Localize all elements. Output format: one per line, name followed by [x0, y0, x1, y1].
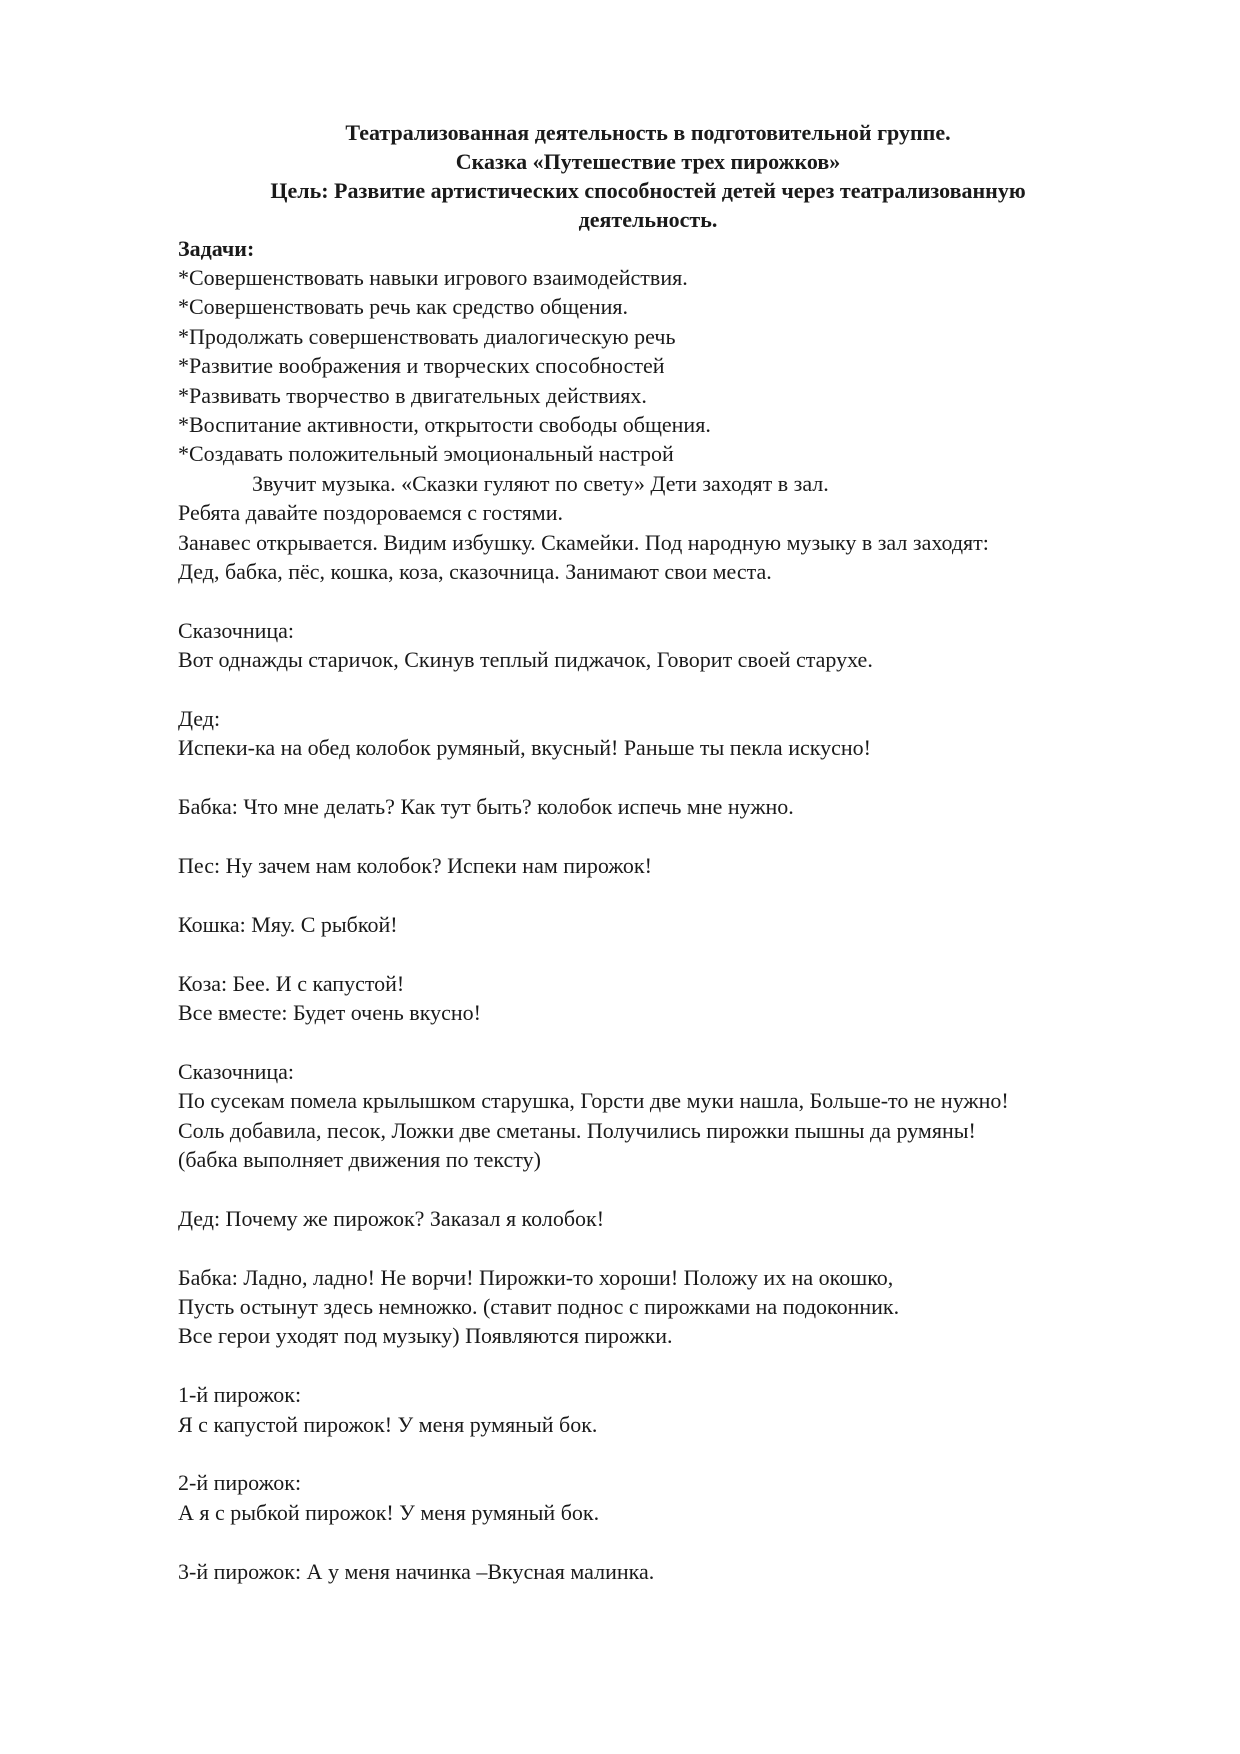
dialogue-line: Пусть остынут здесь немножко. (ставит поднос с пирожками на подоконник. [178, 1294, 900, 1320]
paragraph-gap [178, 675, 1118, 704]
paragraph-gap [178, 1351, 1118, 1380]
dialogue-line: 3-й пирожок: А у меня начинка –Вкусная малинка. [178, 1558, 655, 1584]
tasks-heading: Задачи: [178, 236, 255, 261]
task-item: *Совершенствовать навыки игрового взаимодействия. [178, 265, 688, 290]
dialogue-line: Все герои уходят под музыку) Появляются пирожки. [178, 1323, 673, 1349]
task-item: *Развитие воображения и творческих способностей [178, 353, 665, 379]
paragraph-gap [178, 880, 1118, 909]
title-line-1: Театрализованная деятельность в подготовительной группе. [345, 120, 951, 145]
dialogue-line: Все вместе: Будет очень вкусно! [178, 1000, 481, 1026]
paragraph-gap [178, 1174, 1118, 1203]
task-item: *Продолжать совершенствовать диалогическую речь [178, 323, 676, 349]
dialogue-line: Бабка: Ладно, ладно! Не ворчи! Пирожки-то хороши! Положу их на окошко, [178, 1264, 894, 1290]
stage-direction-music: Звучит музыка. «Сказки гуляют по свету» Дети заходят в зал. [252, 470, 829, 496]
stage-direction-curtain: Занавес открывается. Видим избушку. Скамейки. Под народную музыку в зал заходят: [178, 529, 989, 555]
paragraph-gap [178, 1439, 1118, 1468]
stage-direction-curtain: Дед, бабка, пёс, кошка, коза, сказочница. Занимают свои места. [178, 559, 772, 585]
paragraph-gap [178, 1027, 1118, 1056]
paragraph-gap [178, 939, 1118, 968]
title-line-4: деятельность. [578, 207, 718, 232]
greeting-line: Ребята давайте поздороваемся с гостями. [178, 500, 563, 526]
speaker-label: 2-й пирожок: [178, 1470, 302, 1496]
task-item: *Воспитание активности, открытости свободы общения. [178, 412, 711, 438]
paragraph-gap [178, 1527, 1118, 1556]
task-item: *Создавать положительный эмоциональный настрой [178, 441, 674, 467]
speaker-label: Сказочница: [178, 617, 295, 643]
speaker-label: 1-й пирожок: [178, 1382, 302, 1408]
paragraph-gap [178, 763, 1118, 792]
stage-direction: (бабка выполняет движения по тексту) [178, 1147, 541, 1173]
dialogue-line: Испеки-ка на обед колобок румяный, вкусный! Раньше ты пекла искусно! [178, 735, 871, 761]
document-page [178, 118, 1118, 1586]
dialogue-line: Пес: Ну зачем нам колобок? Испеки нам пирожок! [178, 853, 652, 879]
speaker-label: Дед: [178, 706, 221, 732]
task-item: *Развивать творчество в двигательных действиях. [178, 382, 647, 408]
task-item: *Совершенствовать речь как средство общения. [178, 294, 628, 320]
paragraph-gap [178, 586, 1118, 615]
title-line-2: Сказка «Путешествие трех пирожков» [455, 149, 841, 174]
dialogue-line: А я с рыбкой пирожок! У меня румяный бок. [178, 1499, 600, 1525]
dialogue-line: Кошка: Мяу. С рыбкой! [178, 911, 398, 937]
dialogue-line: Я с капустой пирожок! У меня румяный бок. [178, 1411, 598, 1437]
paragraph-gap [178, 1233, 1118, 1262]
dialogue-line: Бабка: Что мне делать? Как тут быть? колобок испечь мне нужно. [178, 794, 794, 820]
dialogue-line: Соль добавила, песок, Ложки две сметаны. Получились пирожки пышны да румяны! [178, 1117, 976, 1143]
paragraph-gap [178, 822, 1118, 851]
dialogue-line: Коза: Бее. И с капустой! [178, 970, 405, 996]
dialogue-line: По сусекам помела крылышком старушка, Горсти две муки нашла, Больше-то не нужно! [178, 1088, 1009, 1114]
dialogue-line: Дед: Почему же пирожок? Заказал я колобок! [178, 1205, 605, 1231]
dialogue-line: Вот однажды старичок, Скинув теплый пиджачок, Говорит своей старухе. [178, 647, 873, 673]
speaker-label: Сказочница: [178, 1058, 295, 1084]
title-line-3: Цель: Развитие артистических способностей детей через театрализованную [270, 178, 1026, 203]
